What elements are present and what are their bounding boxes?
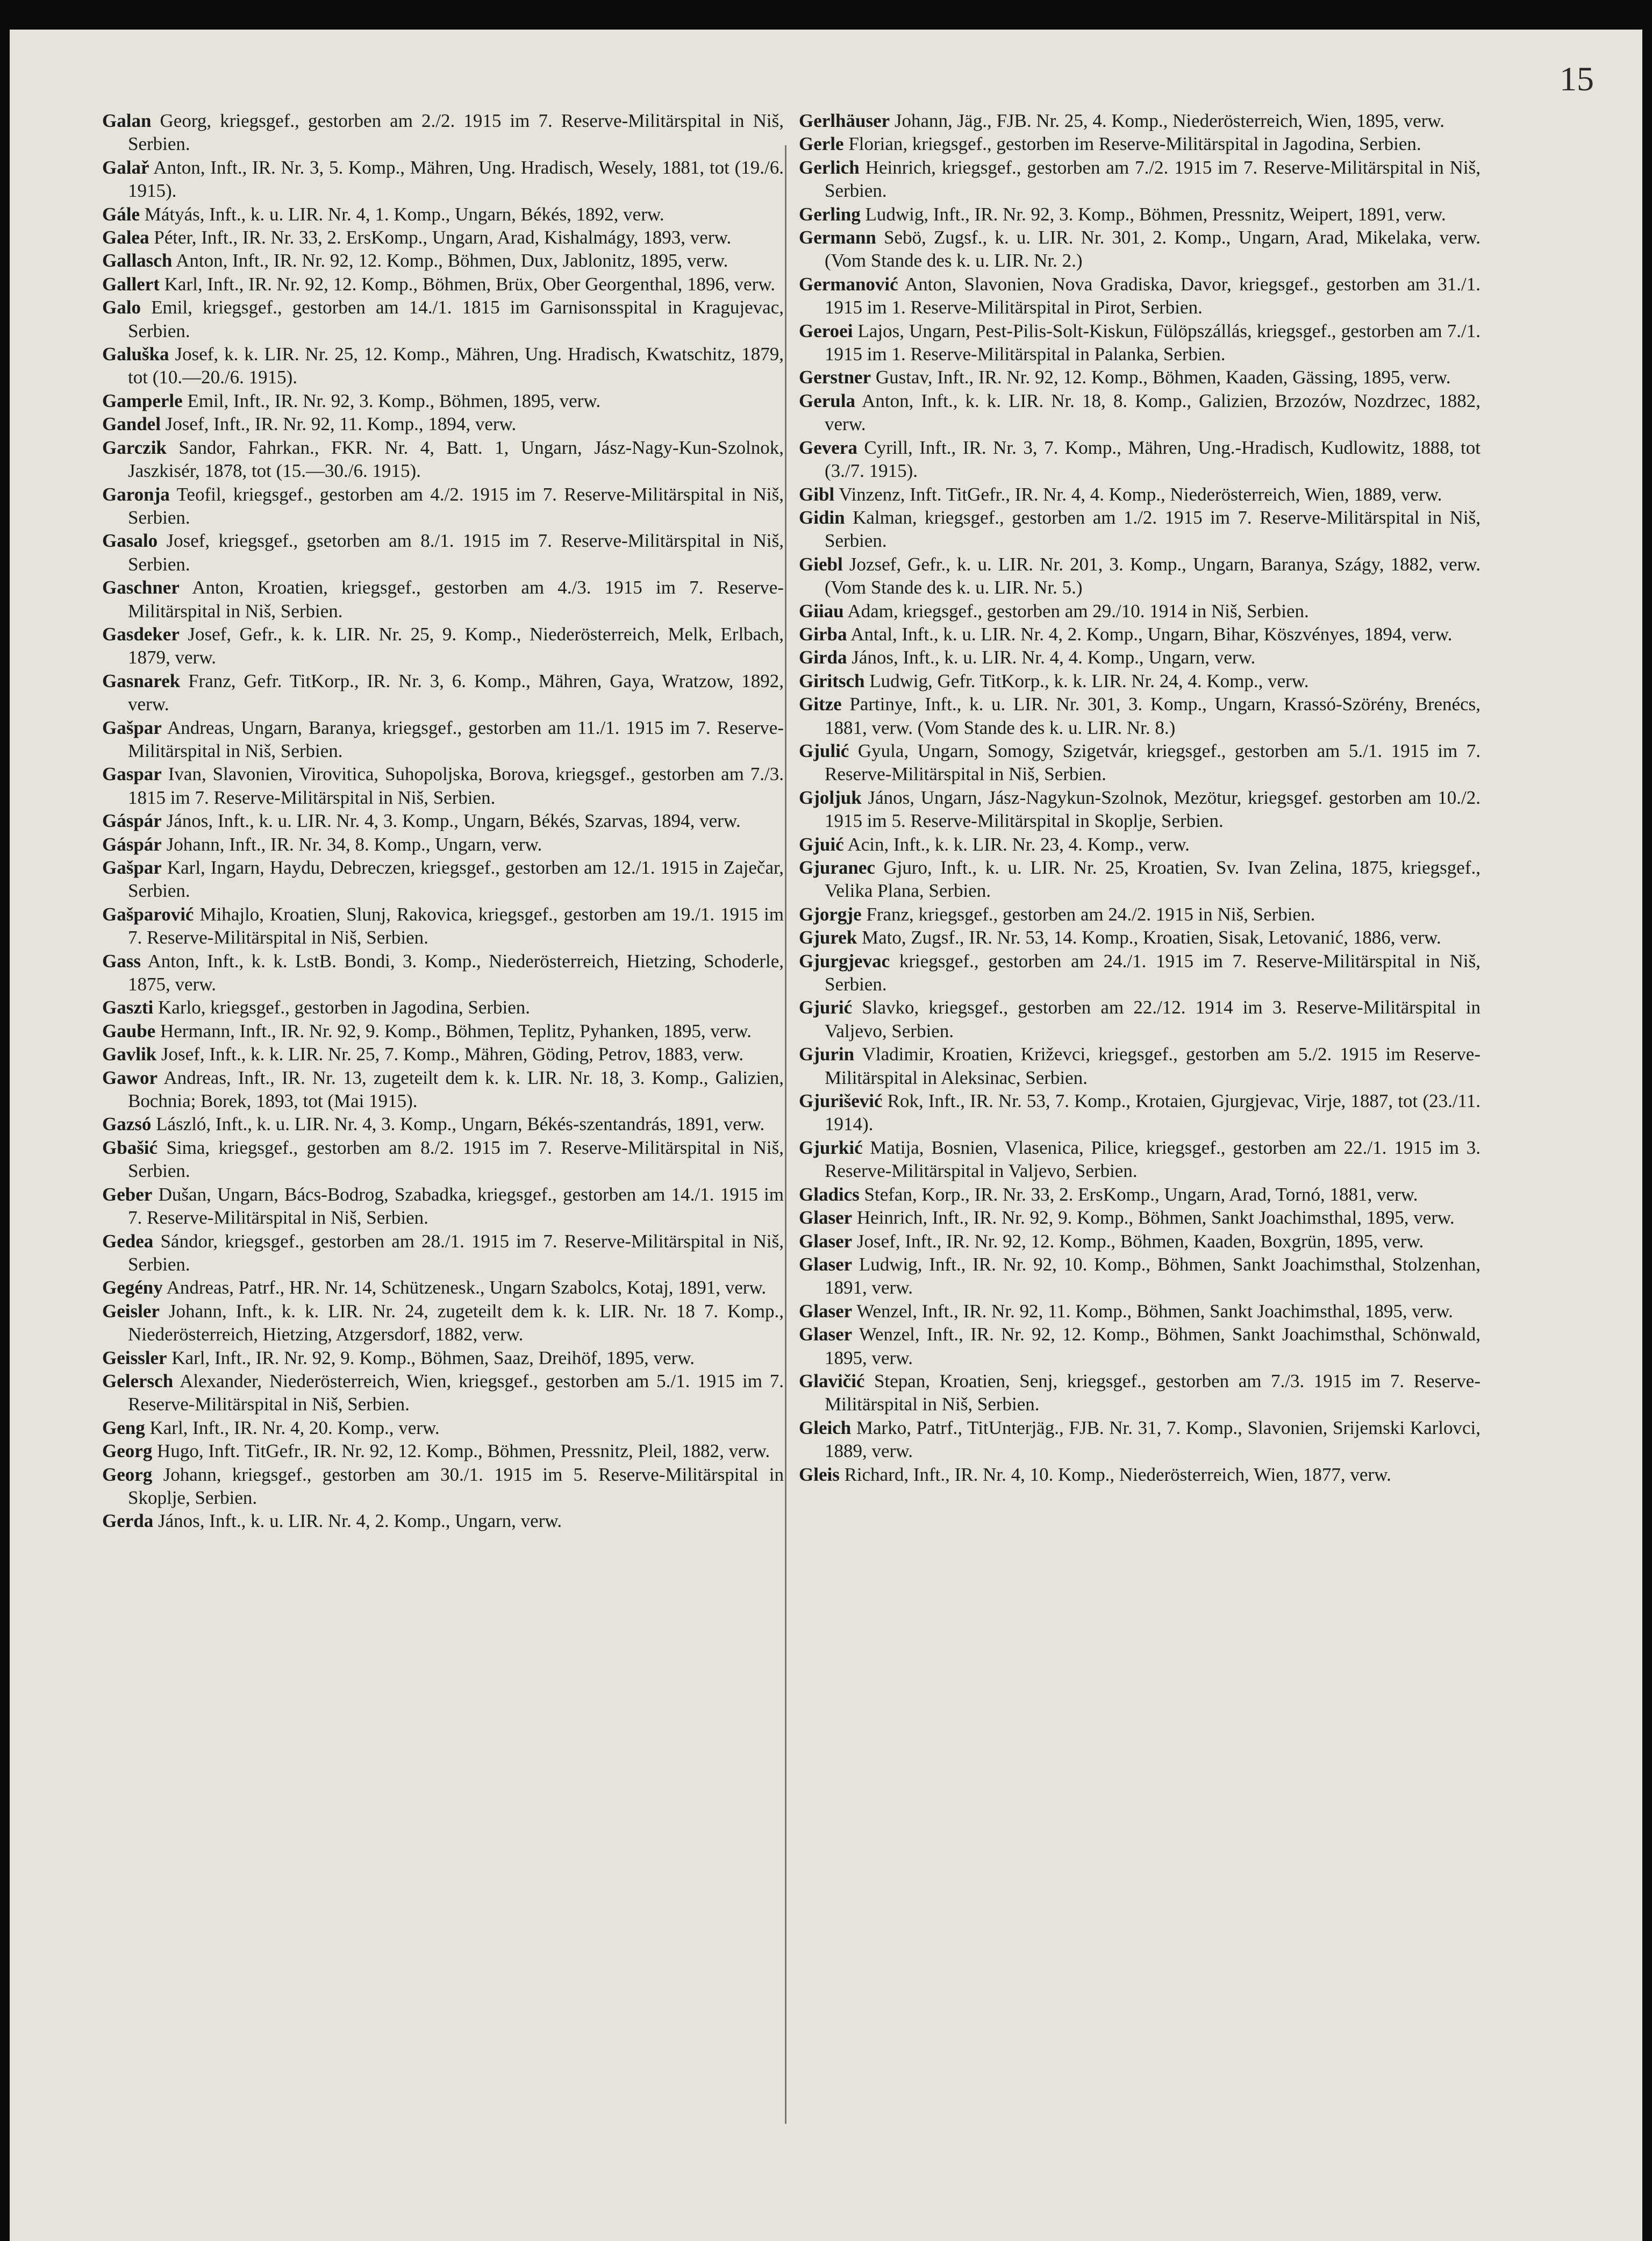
entry-surname: Gamperle (102, 390, 183, 411)
entry-text: Cyrill, Inft., IR. Nr. 3, 7. Komp., Mähren, Ung.-Hradisch, Kudlowitz, 1888, tot (3./7. 1915). (825, 437, 1481, 482)
entry-text: Josef, Inft., k. k. LIR. Nr. 25, 7. Komp., Mähren, Göding, Petrov, 1883, verw. (161, 1044, 744, 1065)
list-item (799, 483, 1481, 506)
list-item (102, 1136, 784, 1183)
entry-text: Stefan, Korp., IR. Nr. 33, 2. ErsKomp., Ungarn, Arad, Tornó, 1881, verw. (864, 1183, 1418, 1205)
entry-text: Mihajlo, Kroatien, Slunj, Rakovica, kriegsgef., gestorben am 19./1. 1915 im 7. Reserve-Militärspital in Niš, Serbien. (128, 903, 784, 948)
left-column (102, 109, 784, 1533)
list-item (799, 693, 1481, 739)
entry-surname: Gaszti (102, 997, 154, 1018)
list-item (799, 156, 1481, 203)
list-item (799, 926, 1481, 949)
entry-text: Josef, k. k. LIR. Nr. 25, 12. Komp., Mähren, Ung. Hradisch, Kwatschitz, 1879, tot (10.—20./6. 1915). (128, 344, 784, 388)
list-item (102, 996, 784, 1019)
list-item (102, 296, 784, 342)
entry-text: Sebö, Zugsf., k. u. LIR. Nr. 301, 2. Komp., Ungarn, Arad, Mikelaka, verw. (Vom Stande des k. u. LIR. Nr. 2.) (825, 227, 1481, 272)
list-item (799, 1043, 1481, 1089)
entry-surname: Gerling (799, 203, 861, 225)
entry-text: Antal, Inft., k. u. LIR. Nr. 4, 2. Komp., Ungarn, Bihar, Köszvényes, 1894, verw. (850, 623, 1453, 645)
entry-text: Anton, Inft., IR. Nr. 3, 5. Komp., Mähren, Ung. Hradisch, Wesely, 1881, tot (19./6. 1915). (128, 156, 784, 202)
entry-surname: Georg (102, 1440, 153, 1462)
entry-text: Mato, Zugsf., IR. Nr. 53, 14. Komp., Kroatien, Sisak, Letovanić, 1886, verw. (862, 927, 1441, 948)
entry-surname: Gjuić (799, 833, 844, 855)
entry-surname: Galař (102, 156, 149, 178)
entry-surname: Girda (799, 647, 847, 668)
entry-surname: Gallert (102, 273, 160, 295)
list-item (102, 1183, 784, 1230)
entry-text: Péter, Inft., IR. Nr. 33, 2. ErsKomp., Ungarn, Arad, Kishalmágy, 1893, verw. (154, 227, 732, 248)
list-item (799, 319, 1481, 366)
entry-text: Gyula, Ungarn, Somogy, Szigetvár, kriegsgef., gestorben am 5./1. 1915 im 7. Reserve-Militärspital in Niš, Serbien. (825, 740, 1481, 785)
entry-text: Georg, kriegsgef., gestorben am 2./2. 1915 im 7. Reserve-Militärspital in Niš, Serbien. (128, 110, 784, 155)
list-item (102, 436, 784, 483)
list-item (799, 786, 1481, 833)
entry-surname: Gjulić (799, 740, 849, 761)
list-item (799, 203, 1481, 226)
entry-text: Andreas, Ungarn, Baranya, kriegsgef., gestorben am 11./1. 1915 im 7. Reserve-Militärspital in Niš, Serbien. (128, 717, 784, 761)
list-item (799, 1206, 1481, 1229)
list-item (799, 132, 1481, 155)
entry-surname: Gjurgjevac (799, 950, 890, 972)
entry-surname: Gále (102, 203, 140, 225)
entry-surname: Gjorgje (799, 903, 862, 925)
entry-surname: Gáspár (102, 810, 162, 832)
entry-text: Gjuro, Inft., k. u. LIR. Nr. 25, Kroatien, Sv. Ivan Zelina, 1875, kriegsgef., Velika Plana, Serbien. (825, 857, 1481, 902)
list-item (102, 669, 784, 716)
entry-surname: Gjurin (799, 1044, 855, 1065)
list-item (102, 1019, 784, 1043)
entry-text: Andreas, Inft., IR. Nr. 13, zugeteilt dem k. k. LIR. Nr. 18, 3. Komp., Galizien, Bochnia; Borek, 1893, tot (Mai 1915). (128, 1067, 784, 1112)
entry-text: László, Inft., k. u. LIR. Nr. 4, 3. Komp., Ungarn, Békés-szentandrás, 1891, verw. (156, 1114, 765, 1135)
entry-surname: Gegény (102, 1277, 163, 1298)
list-item (799, 646, 1481, 669)
entry-surname: Gallasch (102, 250, 173, 272)
list-item (102, 762, 784, 809)
entry-surname: Gitze (799, 694, 842, 715)
entry-text: Josef, Gefr., k. k. LIR. Nr. 25, 9. Komp., Niederösterreich, Melk, Erlbach, 1879, verw. (128, 623, 784, 668)
entry-surname: Gandel (102, 413, 161, 435)
entry-text: Heinrich, kriegsgef., gestorben am 7./2. 1915 im 7. Reserve-Militärspital in Niš, Serbien. (825, 156, 1481, 202)
list-item (799, 1136, 1481, 1183)
entry-text: Ludwig, Inft., IR. Nr. 92, 10. Komp., Böhmen, Sankt Joachimsthal, Stolzenhan, 1891, verw. (825, 1253, 1481, 1298)
entry-surname: Gjurišević (799, 1090, 883, 1112)
entry-surname: Gaschner (102, 577, 180, 598)
entry-surname: Gjurkić (799, 1137, 863, 1158)
entry-text: Hermann, Inft., IR. Nr. 92, 9. Komp., Böhmen, Teplitz, Pyhanken, 1895, verw. (160, 1020, 752, 1041)
entry-surname: Gaspar (102, 763, 162, 785)
entry-surname: Geroei (799, 320, 853, 341)
entry-surname: Glavičić (799, 1370, 865, 1391)
entry-surname: Glaser (799, 1253, 853, 1275)
entry-text: Alexander, Niederösterreich, Wien, kriegsgef., gestorben am 5./1. 1915 im 7. Reserve-Militärspital in Niš, Serbien. (128, 1370, 784, 1415)
list-item (102, 903, 784, 950)
list-item (799, 833, 1481, 856)
entry-text: Slavko, kriegsgef., gestorben am 22./12. 1914 im 3. Reserve-Militärspital in Valjevo, Serbien. (825, 997, 1481, 1041)
entry-text: Gustav, Inft., IR. Nr. 92, 12. Komp., Böhmen, Kaaden, Gässing, 1895, verw. (875, 367, 1451, 388)
entry-text: Anton, Inft., k. k. LstB. Bondi, 3. Komp., Niederösterreich, Hietzing, Schoderle, 1875, verw. (128, 950, 784, 995)
entry-surname: Giritsch (799, 670, 865, 691)
entry-surname: Gelersch (102, 1370, 174, 1391)
entry-surname: Gazsó (102, 1114, 152, 1135)
entry-text: Wenzel, Inft., IR. Nr. 92, 11. Komp., Böhmen, Sankt Joachimsthal, 1895, verw. (856, 1300, 1453, 1322)
entry-surname: Gerlich (799, 156, 860, 178)
entry-surname: Gerle (799, 133, 844, 155)
entry-text: Florian, kriegsgef., gestorben im Reserve-Militärspital in Jagodina, Serbien. (848, 133, 1421, 155)
list-item (799, 1323, 1481, 1369)
entry-surname: Geissler (102, 1347, 167, 1368)
entry-text: Ludwig, Gefr. TitKorp., k. k. LIR. Nr. 24, 4. Komp., verw. (869, 670, 1309, 691)
entry-surname: Gerula (799, 390, 855, 411)
entry-surname: Gerda (102, 1510, 154, 1532)
entry-surname: Gidin (799, 506, 845, 528)
entry-surname: Gjurić (799, 997, 853, 1018)
entry-text: Acin, Inft., k. k. LIR. Nr. 23, 4. Komp., verw. (847, 833, 1190, 855)
entry-text: Adam, kriegsgef., gestorben am 29./10. 1914 in Niš, Serbien. (847, 600, 1309, 622)
list-item (799, 1089, 1481, 1136)
entry-text: Karl, Inft., IR. Nr. 92, 9. Komp., Böhmen, Saaz, Dreihöf, 1895, verw. (171, 1347, 695, 1368)
list-item (102, 412, 784, 436)
entry-text: János, Inft., k. u. LIR. Nr. 4, 3. Komp., Ungarn, Békés, Szarvas, 1894, verw. (166, 810, 741, 832)
entry-surname: Gibl (799, 483, 835, 505)
entry-surname: Gleich (799, 1417, 852, 1438)
entry-surname: Gerlhäuser (799, 110, 890, 131)
entry-surname: Girba (799, 623, 847, 645)
entry-surname: Garonja (102, 483, 170, 505)
list-item (799, 903, 1481, 926)
entry-surname: Gjurek (799, 927, 857, 948)
entry-surname: Geng (102, 1417, 145, 1438)
entry-surname: Garczik (102, 437, 167, 458)
entry-surname: Gedea (102, 1230, 154, 1252)
list-item (102, 1463, 784, 1510)
list-item (102, 576, 784, 623)
entry-text: Anton, Slavonien, Nova Gradiska, Davor, kriegsgef., gestorben am 31./1. 1915 im 1. Reserve-Militärspital in Pirot, Serbien. (825, 273, 1481, 318)
list-item (799, 1300, 1481, 1323)
entry-text: Vladimir, Kroatien, Križevci, kriegsgef., gestorben am 5./2. 1915 im Reserve-Militärspital in Aleksinac, Serbien. (825, 1044, 1481, 1088)
entry-surname: Gasnarek (102, 670, 181, 691)
list-item (102, 1112, 784, 1136)
list-item (102, 1043, 784, 1066)
list-item (799, 436, 1481, 483)
entry-text: Sandor, Fahrkan., FKR. Nr. 4, Batt. 1, Ungarn, Jász-Nagy-Kun-Szolnok, Jaszkisér, 1878, tot (15.—30./6. 1915). (128, 437, 784, 482)
entry-surname: Germann (799, 227, 876, 248)
entry-surname: Gbašić (102, 1137, 158, 1158)
entry-text: Stepan, Kroatien, Senj, kriegsgef., gestorben am 7./3. 1915 im 7. Reserve-Militärspital in Niš, Serbien. (825, 1370, 1481, 1415)
list-item (799, 1253, 1481, 1300)
entry-text: Franz, kriegsgef., gestorben am 24./2. 1915 in Niš, Serbien. (866, 903, 1315, 925)
entry-text: Vinzenz, Inft. TitGefr., IR. Nr. 4, 4. Komp., Niederösterreich, Wien, 1889, verw. (839, 483, 1442, 505)
list-item (102, 1346, 784, 1369)
entry-surname: Georg (102, 1464, 153, 1485)
entry-text: Johann, Jäg., FJB. Nr. 25, 4. Komp., Niederösterreich, Wien, 1895, verw. (894, 110, 1445, 131)
entry-text: Lajos, Ungarn, Pest-Pilis-Solt-Kiskun, Fülöpszállás, kriegsgef., gestorben am 7./1. 1915 im 1. Reserve-Militärspital in Palanka, Serbien. (825, 320, 1481, 365)
list-item (102, 833, 784, 856)
entry-text: Ludwig, Inft., IR. Nr. 92, 3. Komp., Böhmen, Pressnitz, Weipert, 1891, verw. (865, 203, 1446, 225)
entry-surname: Gasdeker (102, 623, 180, 645)
list-item (102, 1416, 784, 1439)
entry-text: János, Ungarn, Jász-Nagykun-Szolnok, Mezötur, kriegsgef. gestorben am 10./2. 1915 im 5. Reserve-Militärspital in Skoplje, Serbien. (825, 787, 1481, 832)
document-page (10, 30, 1642, 2241)
entry-surname: Gerstner (799, 367, 871, 388)
entry-surname: Gasalo (102, 530, 158, 552)
list-item (799, 1463, 1481, 1486)
list-item (102, 226, 784, 249)
entry-surname: Geisler (102, 1300, 160, 1322)
list-item (102, 856, 784, 903)
list-item (102, 809, 784, 832)
list-item (799, 1183, 1481, 1206)
right-column (799, 109, 1481, 1486)
entry-text: Andreas, Patrf., HR. Nr. 14, Schützenesk., Ungarn Szabolcs, Kotaj, 1891, verw. (166, 1277, 767, 1298)
list-item (799, 506, 1481, 553)
list-item (799, 1369, 1481, 1416)
list-item (102, 1276, 784, 1299)
list-item (102, 1066, 784, 1113)
list-item (102, 109, 784, 156)
entry-text: Karl, Inft., IR. Nr. 92, 12. Komp., Böhmen, Brüx, Ober Georgenthal, 1896, verw. (164, 273, 775, 295)
entry-surname: Galo (102, 297, 141, 318)
column-divider (785, 145, 786, 2124)
entry-text: Sándor, kriegsgef., gestorben am 28./1. 1915 im 7. Reserve-Militärspital in Niš, Serbien. (128, 1230, 784, 1275)
entry-text: Hugo, Inft. TitGefr., IR. Nr. 92, 12. Komp., Böhmen, Pressnitz, Pleil, 1882, verw. (157, 1440, 770, 1462)
list-item (799, 669, 1481, 693)
entry-text: Sima, kriegsgef., gestorben am 8./2. 1915 im 7. Reserve-Militärspital in Niš, Serbien. (128, 1137, 784, 1182)
list-item (102, 1230, 784, 1276)
entry-text: Partinye, Inft., k. u. LIR. Nr. 301, 3. Komp., Ungarn, Krassó-Szörény, Brenécs, 1881, verw. (Vom Stande des k. u. LIR. Nr. 8.) (825, 694, 1481, 738)
list-item (799, 109, 1481, 132)
entry-text: Kalman, kriegsgef., gestorben am 1./2. 1915 im 7. Reserve-Militärspital in Niš, Serbien. (825, 506, 1481, 552)
list-item (799, 623, 1481, 646)
entry-surname: Gašparović (102, 903, 194, 925)
entry-surname: Glaser (799, 1300, 853, 1322)
entry-surname: Galea (102, 227, 149, 248)
list-item (799, 856, 1481, 903)
entry-text: Anton, Inft., IR. Nr. 92, 12. Komp., Böhmen, Dux, Jablonitz, 1895, verw. (176, 250, 728, 272)
list-item (799, 739, 1481, 786)
entry-text: Karlo, kriegsgef., gestorben in Jagodina, Serbien. (158, 997, 531, 1018)
entry-text: Wenzel, Inft., IR. Nr. 92, 12. Komp., Böhmen, Sankt Joachimsthal, Schönwald, 1895, verw. (825, 1324, 1481, 1368)
list-item (799, 273, 1481, 319)
entry-text: János, Inft., k. u. LIR. Nr. 4, 2. Komp., Ungarn, verw. (158, 1510, 562, 1532)
entry-text: János, Inft., k. u. LIR. Nr. 4, 4. Komp., Ungarn, verw. (852, 647, 1256, 668)
entry-surname: Gjuranec (799, 857, 875, 878)
entry-surname: Gawor (102, 1067, 158, 1088)
entry-surname: Geber (102, 1183, 153, 1205)
entry-text: Johann, Inft., k. k. LIR. Nr. 24, zugeteilt dem k. k. LIR. Nr. 18 7. Komp., Niederösterreich, Hietzing, Atzgersdorf, 1882, verw. (128, 1300, 784, 1345)
entry-surname: Gass (102, 950, 141, 972)
entry-surname: Glaser (799, 1207, 853, 1229)
entry-text: Karl, Ingarn, Haydu, Debreczen, kriegsgef., gestorben am 12./1. 1915 in Zaječar, Serbien. (128, 857, 784, 902)
entry-text: Jozsef, Gefr., k. u. LIR. Nr. 201, 3. Komp., Ungarn, Baranya, Szágy, 1882, verw. (Vom Stande des k. u. LIR. Nr. 5.) (825, 553, 1481, 598)
list-item (799, 950, 1481, 996)
entry-surname: Giebl (799, 553, 843, 575)
list-item (102, 249, 784, 272)
entry-text: Johann, Inft., IR. Nr. 34, 8. Komp., Ungarn, verw. (166, 833, 542, 855)
list-item (102, 1369, 784, 1416)
entry-surname: Giiau (799, 600, 844, 622)
entry-surname: Gladics (799, 1183, 860, 1205)
entry-surname: Germanović (799, 273, 898, 295)
page-number: 15 (1560, 60, 1594, 98)
list-item (102, 156, 784, 203)
entry-text: Anton, Inft., k. k. LIR. Nr. 18, 8. Komp., Galizien, Brzozów, Nozdrzec, 1882, verw. (825, 390, 1481, 435)
entry-text: Ivan, Slavonien, Virovitica, Suhopoljska, Borova, kriegsgef., gestorben am 7./3. 1815 im 7. Reserve-Militärspital in Niš, Serbien. (128, 763, 784, 808)
list-item (102, 1509, 784, 1532)
entry-text: Josef, kriegsgef., gsetorben am 8./1. 1915 im 7. Reserve-Militärspital in Niš, Serbien. (128, 530, 784, 575)
entry-surname: Gašpar (102, 717, 162, 738)
list-item (799, 389, 1481, 436)
entry-text: Emil, Inft., IR. Nr. 92, 3. Komp., Böhmen, 1895, verw. (187, 390, 601, 411)
entry-text: Josef, Inft., IR. Nr. 92, 11. Komp., 1894, verw. (165, 413, 517, 435)
entry-text: Franz, Gefr. TitKorp., IR. Nr. 3, 6. Komp., Mähren, Gaya, Wratzow, 1892, verw. (128, 670, 784, 715)
list-item (799, 366, 1481, 389)
entry-surname: Galuška (102, 344, 169, 365)
list-item (102, 483, 784, 530)
entry-surname: Gleis (799, 1464, 840, 1485)
entry-surname: Gjoljuk (799, 787, 862, 808)
entry-surname: Gavlik (102, 1044, 157, 1065)
entry-surname: Glaser (799, 1324, 853, 1345)
list-item (102, 950, 784, 996)
list-item (799, 226, 1481, 273)
entry-text: Anton, Kroatien, kriegsgef., gestorben am 4./3. 1915 im 7. Reserve-Militärspital in Niš, Serbien. (128, 577, 784, 622)
list-item (102, 529, 784, 576)
entry-text: Johann, kriegsgef., gestorben am 30./1. 1915 im 5. Reserve-Militärspital in Skoplje, Serbien. (128, 1464, 784, 1508)
entry-surname: Gáspár (102, 833, 162, 855)
entry-surname: Gašpar (102, 857, 162, 878)
entry-text: Rok, Inft., IR. Nr. 53, 7. Komp., Krotaien, Gjurgjevac, Virje, 1887, tot (23./11. 1914). (825, 1090, 1481, 1135)
entry-text: Josef, Inft., IR. Nr. 92, 12. Komp., Böhmen, Kaaden, Boxgrün, 1895, verw. (856, 1230, 1424, 1252)
list-item (799, 996, 1481, 1043)
entry-surname: Glaser (799, 1230, 853, 1252)
list-item (102, 716, 784, 763)
entry-text: Marko, Patrf., TitUnterjäg., FJB. Nr. 31, 7. Komp., Slavonien, Srijemski Karlovci, 1889, verw. (825, 1417, 1481, 1462)
entry-text: Dušan, Ungarn, Bács-Bodrog, Szabadka, kriegsgef., gestorben am 14./1. 1915 im 7. Reserve-Militärspital in Niš, Serbien. (128, 1183, 784, 1229)
list-item (102, 273, 784, 296)
entry-text: Mátyás, Inft., k. u. LIR. Nr. 4, 1. Komp., Ungarn, Békés, 1892, verw. (144, 203, 664, 225)
entry-text: Heinrich, Inft., IR. Nr. 92, 9. Komp., Böhmen, Sankt Joachimsthal, 1895, verw. (856, 1207, 1455, 1229)
list-item (102, 203, 784, 226)
list-item (799, 553, 1481, 599)
list-item (102, 623, 784, 669)
list-item (102, 389, 784, 412)
list-item (799, 1230, 1481, 1253)
list-item (102, 342, 784, 389)
entry-text: Matija, Bosnien, Vlasenica, Pilice, kriegsgef., gestorben am 22./1. 1915 im 3. Reserve-Militärspital in Valjevo, Serbien. (825, 1137, 1481, 1182)
list-item (102, 1300, 784, 1346)
entry-text: Richard, Inft., IR. Nr. 4, 10. Komp., Niederösterreich, Wien, 1877, verw. (844, 1464, 1391, 1485)
entry-text: Teofil, kriegsgef., gestorben am 4./2. 1915 im 7. Reserve-Militärspital in Niš, Serbien. (128, 483, 784, 528)
entry-text: Emil, kriegsgef., gestorben am 14./1. 1815 im Garnisonsspital in Kragujevac, Serbien. (128, 297, 784, 341)
list-item (799, 1416, 1481, 1463)
entry-text: Karl, Inft., IR. Nr. 4, 20. Komp., verw. (149, 1417, 440, 1438)
entry-surname: Gaube (102, 1020, 156, 1041)
list-item (799, 599, 1481, 623)
list-item (102, 1439, 784, 1462)
entry-surname: Galan (102, 110, 152, 131)
entry-text: kriegsgef., gestorben am 24./1. 1915 im 7. Reserve-Militärspital in Niš, Serbien. (825, 950, 1481, 995)
entry-surname: Gevera (799, 437, 857, 458)
